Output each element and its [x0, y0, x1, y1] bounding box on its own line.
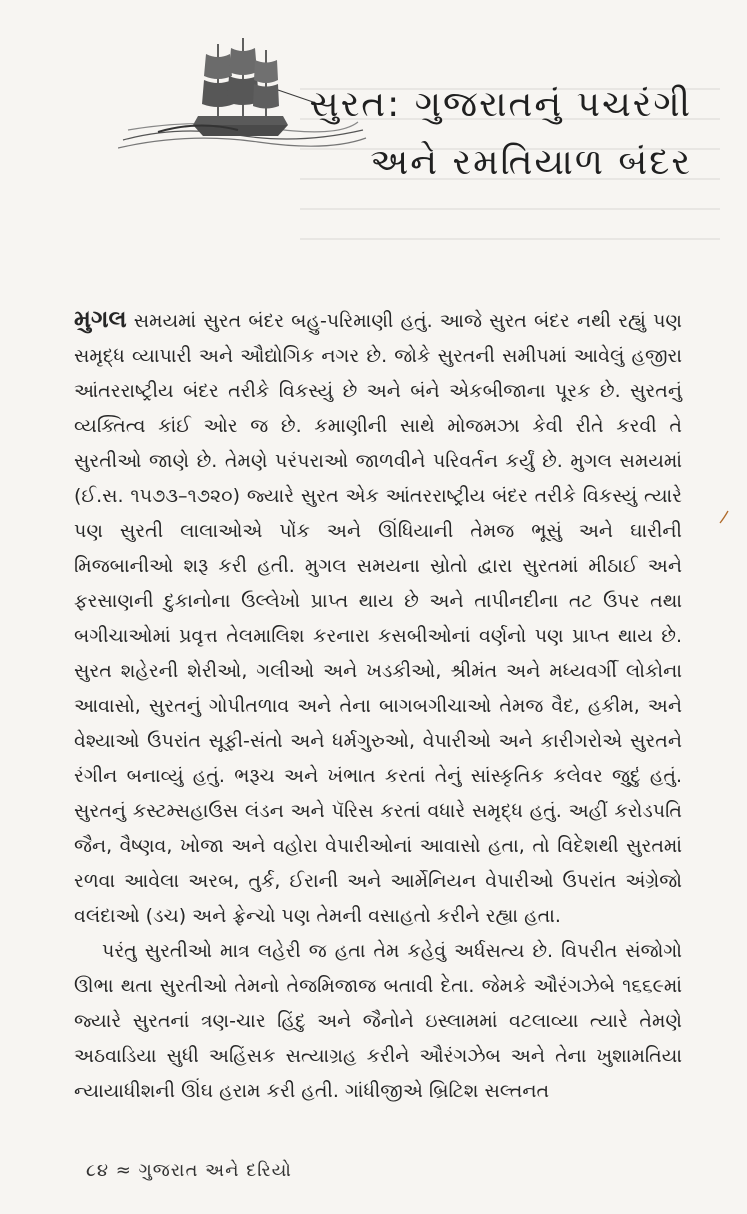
body-text — [74, 302, 682, 1109]
page-footer: ૮૪ ≈ ગુજરાત અને દરિયો — [86, 1160, 292, 1181]
paragraph-1-text: સમયમાં સુરત બંદર બહુ-પરિમાણી હતું. આજે સુરત બંદર નથી રહ્યું પણ સમૃદ્ધ વ્યાપારી અને ઔદ્યોગિક નગર છે. જોકે સુરતની સમીપમાં આવેલું હજીરા આંતરરાષ્ટ્રીય બંદર તરીકે વિકસ્યું છે અને બંને એકબીજાના પૂરક છે. સુરતનું વ્યક્તિત્વ કાંઈ ઓર જ છે. કમાણીની સાથે મોજમઝા કેવી રીતે કરવી તે સુરતીઓ જાણે છે. તેમણે પરંપરાઓ જાળવીને પરિવર્તન કર્યું છે. મુગલ સમયમાં (ઈ.સ. ૧૫૭૩–૧૭૨૦) જ્યારે સુરત એક આંતરરાષ્ટ્રીય બંદર તરીકે વિકસ્યું ત્યારે પણ સુરતી લાલાઓએ પોંક અને ઊંધિયાની તેમજ ભૂસું અને ઘારીની મિજબાનીઓ શરૂ કરી હતી. મુગલ સમયના સ્રોતો દ્વારા સુરતમાં મીઠાઈ અને ફરસાણની દુકાનોના ઉલ્લેખો પ્રાપ્ત થાય છે અને તાપીનદીના તટ ઉપર તથા બગીચાઓમાં પ્રવૃત્ત તેલમાલિશ કરનારા કસબીઓનાં વર્ણનો પણ પ્રાપ્ત થાય છે. સુરત શહેરની શેરીઓ, ગલીઓ અને ખડકીઓ, શ્રીમંત અને મધ્યવર્ગી લોકોના આવાસો, સુરતનું ગોપીતળાવ અને તેના બાગબગીચાઓ તેમજ વૈદ, હકીમ, અને વેશ્યાઓ ઉપરાંત સૂફી-સંતો અને ધર્મગુરુઓ, વેપારીઓ અને કારીગરોએ સુરતને રંગીન બનાવ્યું હતું. ભરૂચ અને ખંભાત કરતાં તેનું સાંસ્કૃતિક કલેવર જુદું હતું. સુરતનું કસ્ટમ્સહાઉસ લંડન અને પૅરિસ કરતાં વધારે સમૃદ્ધ હતું. અહીં કરોડપતિ જૈન, વૈષ્ણવ, ખોજા અને વહોરા વેપારીઓનાં આવાસો હતા, તો વિદેશથી સુરતમાં રળવા આવેલા અરબ, તુર્ક, ઈરાની અને આર્મેનિયન વેપારીઓ ઉપરાંત અંગ્રેજો વલંદાઓ (ડચ) અને ફ્રેન્ચો પણ તેમની વસાહતો કરીને રહ્યા હતા. — [74, 310, 682, 927]
paragraph-1 — [74, 302, 682, 934]
pencil-mark-icon — [718, 510, 730, 524]
chapter-title — [272, 76, 692, 192]
chapter-title-line-2: અને રમતિયાળ બંદર — [370, 142, 692, 184]
paragraph-2: પરંતુ સુરતીઓ માત્ર લહેરી જ હતા તેમ કહેવું અર્ધસત્ય છે. વિપરીત સંજોગો ઊભા થતા સુરતીઓ તેમનો તેજમિજાજ બતાવી દેતા. જેમકે ઔરંગઝેબે ૧૬૬૯માં જ્યારે સુરતનાં ત્રણ-ચાર હિંદુ અને જૈનોને ઇસ્લામમાં વટલાવ્યા ત્યારે તેમણે અઠવાડિયા સુધી અહિંસક સત્યાગ્રહ કરીને ઔરંગઝેબ અને તેના ખુશામતિયા ન્યાયાધીશની ઊંઘ હરામ કરી હતી. ગાંધીજીએ બ્રિટિશ સલ્તનત — [74, 940, 682, 1102]
chapter-title-line-1: સુરત: ગુજરાતનું પચરંગી — [309, 84, 692, 126]
paragraph-lead-word: મુગલ — [74, 305, 127, 333]
